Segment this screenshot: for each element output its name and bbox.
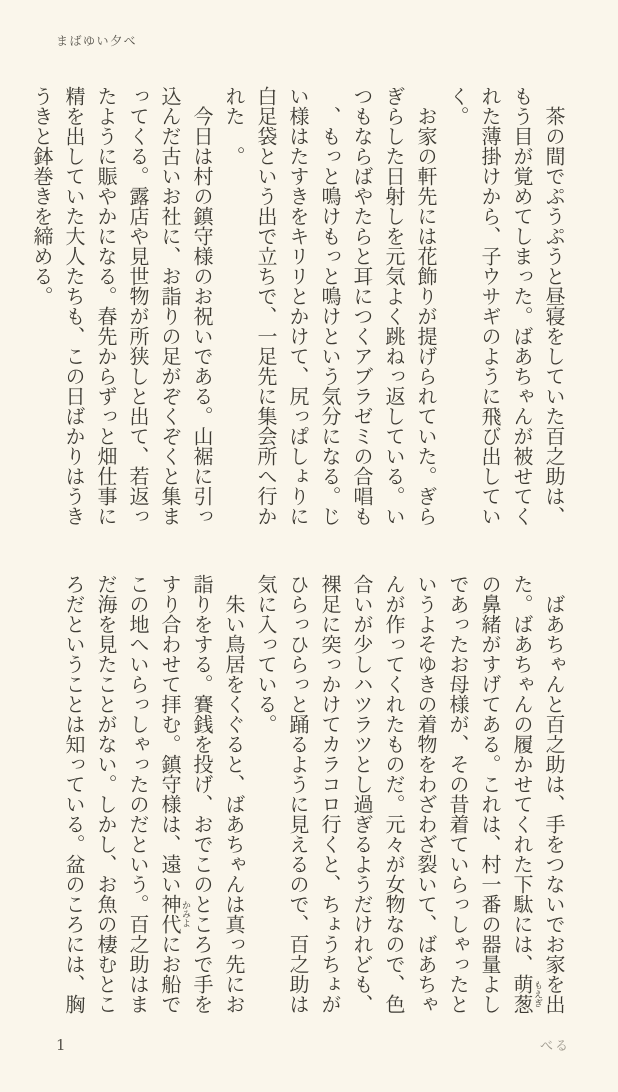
text-block-bottom (56, 574, 570, 1020)
furigana: もえぎ (532, 974, 542, 1014)
ruby-word: 萌葱もえぎ (510, 974, 542, 1014)
paragraph: お家の軒先には花飾りが提げられていた。ぎらぎらした日射しを元気よく跳ねっ返している。いつもならばやたらと耳につくアブラゼミの合唱も、もっと鳴けもっと鳴けという気分になる。じい様はたすきをキリリとかけて、尻っぱしょりに白足袋という出で立ちで、一足先に集会所へ行かれた。 (222, 86, 438, 526)
page-title: まばゆい夕べ (56, 34, 138, 48)
footer-right-text: べる (539, 1039, 570, 1054)
page-number: 1 (56, 1036, 66, 1054)
paragraph: 茶の間でぷうぷうと昼寝をしていた百之助は、もう目が覚めてしまった。ばあちゃんが被せてくれた薄掛けから、子ウサギのように飛び出していく。 (446, 86, 566, 526)
paragraph: 今日は村の鎮守様のお祝いである。山裾に引っ込んだ古いお社に、お詣りの足がぞくぞくと集まってくる。露店や見世物が所狭しと出て、若返ったように賑やかになる。春先からずっと畑仕事に精を出していた大人たちも、この日ばかりはうきうきと鉢巻きを締める。 (30, 86, 214, 526)
furigana: かみよ (180, 894, 190, 934)
ruby-word: 神代かみよ (158, 894, 190, 934)
paragraph: ばあちゃんと百之助は、手をつないでお家を出た。ばあちゃんの履かせてくれた下駄には、萌葱もえぎの鼻緒がすげてある。これは、村一番の器量よしであったお母様が、その昔着ていらっしゃったというよそゆきの着物をわざわざ裂いて、ばあちゃんが作ってくれたものだ。元々が女物なので、色合いが少しハツラツとし過ぎるようだけれども、裸足に突っかけてカラコロ行くと、ちょうちょがひらっひらっと踊るように見えるので、百之助は気に入っている。 (254, 574, 566, 1014)
paragraph: 朱い鳥居をくぐると、ばあちゃんは真っ先にお詣りをする。賽銭を投げ、おでこのところで手をすり合わせて拝む。鎮守様は、遠い神代かみよにお船でこの地へいらっしゃったのだという。百之助はまだ海を見たことがない。しかし、お魚の棲むところだということは知っている。盆のころには、胸 (62, 574, 246, 1014)
text-block-top (30, 86, 570, 532)
page-footer (56, 1035, 570, 1054)
page-header (56, 30, 570, 48)
page-body (30, 86, 570, 1020)
